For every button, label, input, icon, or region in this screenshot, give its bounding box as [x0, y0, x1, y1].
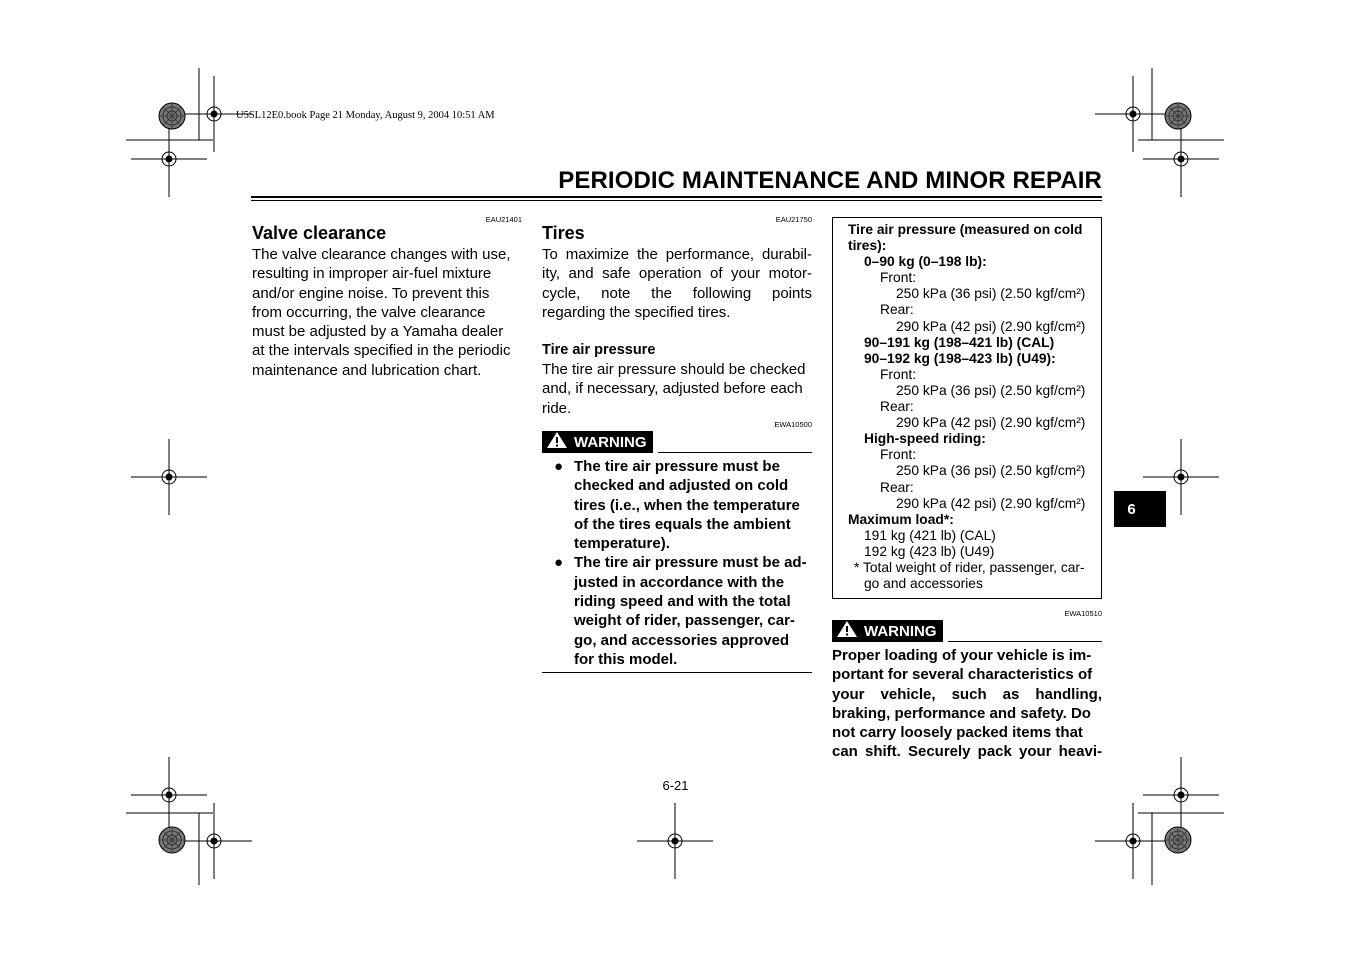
tires-heading: Tires [542, 223, 585, 243]
max-load-cal: 191 kg (421 lb) (CAL) [864, 527, 996, 543]
tire-pressure-heading: Tire air pressure [542, 342, 656, 358]
text-line: weight of rider, passenger, car- [574, 612, 795, 630]
rear-label: Rear: [880, 302, 914, 318]
rear-value: 290 kPa (42 psi) (2.90 kgf/cm²) [896, 415, 1086, 431]
text-line: for this model. [574, 650, 678, 668]
front-label: Front: [880, 447, 917, 463]
warning-code: EWA10500 [774, 420, 812, 429]
text-line: not carry loosely packed items that [832, 724, 1083, 742]
max-load-u49: 192 kg (423 lb) (U49) [864, 543, 995, 559]
front-value: 250 kPa (36 psi) (2.50 kgf/cm²) [896, 382, 1086, 398]
text-line: regarding the specified tires. [542, 303, 731, 321]
warning-label: WARNING [574, 433, 647, 451]
rear-value: 290 kPa (42 psi) (2.90 kgf/cm²) [896, 495, 1086, 511]
text-line: riding speed and with the total [574, 593, 791, 611]
text-line: of the tires equals the ambient [574, 515, 791, 533]
text-line: go, and accessories approved [574, 631, 790, 649]
text-line: tires (i.e., when the temperature [574, 496, 800, 514]
text-line: maintenance and lubrication chart. [252, 361, 482, 379]
text-line: The tire air pressure must be [574, 458, 780, 475]
front-value: 250 kPa (36 psi) (2.50 kgf/cm²) [896, 286, 1086, 302]
text-line: Proper loading of your vehicle is im- [832, 647, 1092, 664]
book-header: U5SL12E0.book Page 21 Monday, August 9, 2004 10:51 AM [236, 110, 495, 121]
text-line: and/or engine noise. To prevent this [252, 284, 490, 302]
max-load-label: Maximum load*: [848, 511, 954, 527]
text-line: justed in accordance with the [574, 573, 785, 591]
load-range: 0–90 kg (0–198 lb): [864, 254, 987, 270]
text-line: To maximize the performance, durabil- [542, 246, 812, 263]
tires-code: EAU21750 [775, 215, 812, 224]
text-line: resulting in improper air-fuel mixture [252, 265, 492, 283]
spec-title: Tire air pressure (measured on cold [848, 222, 1083, 237]
text-line: checked and adjusted on cold [574, 477, 789, 495]
text-line: must be adjusted by a Yamaha dealer [252, 323, 504, 341]
text-line: The tire air pressure must be ad- [574, 554, 807, 572]
front-label: Front: [880, 270, 917, 286]
warning2-code: EWA10510 [1064, 609, 1102, 618]
text-line: The valve clearance changes with use, [252, 246, 511, 263]
text-line: The tire air pressure should be checked [542, 361, 806, 378]
text-line: can shift. Securely pack your heavi- [832, 743, 1102, 761]
rear-label: Rear: [880, 479, 914, 495]
rear-value: 290 kPa (42 psi) (2.90 kgf/cm²) [896, 318, 1086, 334]
text-line: from occurring, the valve clearance [252, 303, 486, 321]
front-value: 250 kPa (36 psi) (2.50 kgf/cm²) [896, 463, 1086, 479]
text-line: at the intervals specified in the periodic [252, 342, 511, 360]
high-speed-label: High-speed riding: [864, 431, 986, 447]
rear-label: Rear: [880, 399, 914, 415]
load-range: 90–192 kg (198–423 lb) (U49): [864, 350, 1056, 366]
load-range: 90–191 kg (198–421 lb) (CAL) [864, 334, 1055, 350]
text-line: temperature). [574, 535, 670, 553]
text-line: portant for several characteristics of [832, 666, 1093, 684]
warning-label: WARNING [864, 622, 937, 640]
text-line: ride. [542, 399, 572, 417]
bullet-icon: ● [554, 458, 564, 475]
front-label: Front: [880, 366, 917, 382]
text-line: braking, performance and safety. Do [832, 704, 1091, 722]
footnote: go and accessories [864, 576, 983, 592]
footnote: * Total weight of rider, passenger, car- [854, 559, 1085, 575]
page-number: 6-21 [662, 778, 689, 793]
text-line: ity, and safe operation of your motor- [542, 265, 812, 283]
valve-code: EAU21401 [485, 215, 522, 224]
spec-title: tires): [848, 238, 887, 254]
bullet-icon: ● [554, 554, 564, 572]
text-line: cycle, note the following points [542, 284, 812, 302]
section-title: PERIODIC MAINTENANCE AND MINOR REPAIR [558, 167, 1102, 194]
text-line: and, if necessary, adjusted before each [542, 380, 803, 398]
chapter-number: 6 [1127, 500, 1136, 518]
valve-heading: Valve clearance [252, 223, 387, 243]
text-line: your vehicle, such as handling, [832, 685, 1102, 703]
